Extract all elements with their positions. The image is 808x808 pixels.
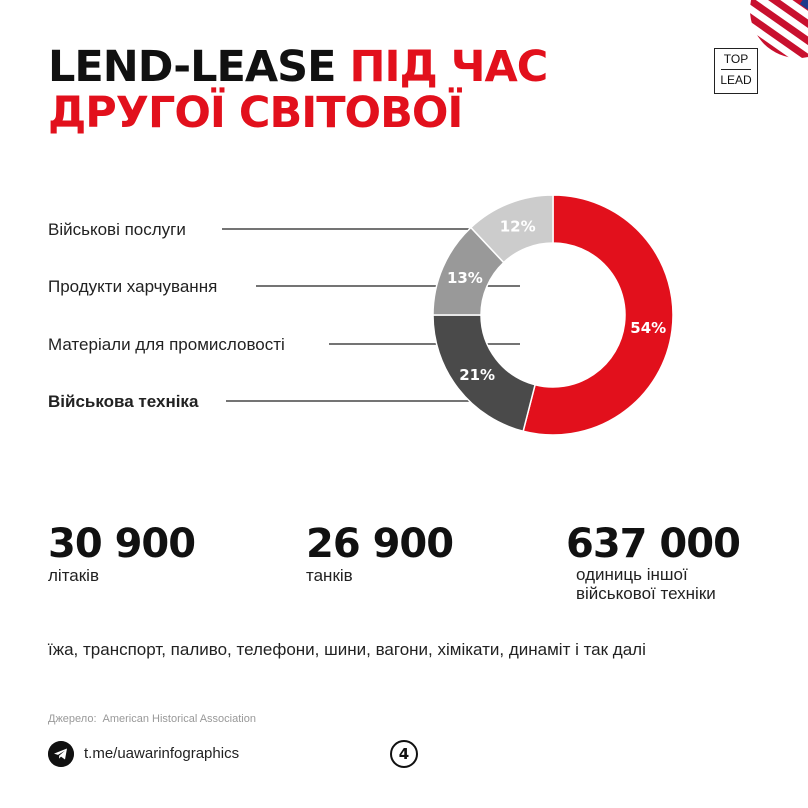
stat-other-value: 637 000 [566,521,740,567]
stat-planes-label: літаків [48,566,99,585]
legend-label: Матеріали для промисловості [48,335,285,354]
page-number: 4 [390,740,418,768]
source-label: Джерело: [48,713,97,725]
slice-value-label: 21% [459,365,496,384]
legend-label: Військові послуги [48,220,186,239]
stat-other-label-1: одиниць іншої [576,565,688,584]
telegram-link[interactable]: t.me/uawarinfographics [84,745,240,762]
slice-value-label: 12% [499,217,536,236]
stat-planes-value: 30 900 [48,521,196,567]
stat-tanks-label: танків [306,566,353,585]
legend-label: Військова техніка [48,392,199,411]
logo-top-text: TOP [723,52,749,66]
source-note [48,713,256,725]
telegram-icon[interactable] [48,741,74,767]
stat-tanks-value: 26 900 [306,521,454,567]
source-value: American Historical Association [102,713,256,725]
logo-bottom-text: LEAD [720,73,752,87]
stat-other-label-2: військової техніки [576,584,716,603]
slice-value-label: 54% [630,319,667,338]
title-line-2: ДРУГОЇ СВІТОВОЇ [48,88,463,138]
slice-value-label: 13% [446,268,483,287]
legend-label: Продукти харчування [48,277,218,296]
other-items-text: їжа, транспорт, паливо, телефони, шини, вагони, хімікати, динаміт і так далі [48,640,646,659]
title-part-2: ПІД ЧАС [349,42,548,92]
title-part-1: LEND-LEASE [48,42,336,92]
